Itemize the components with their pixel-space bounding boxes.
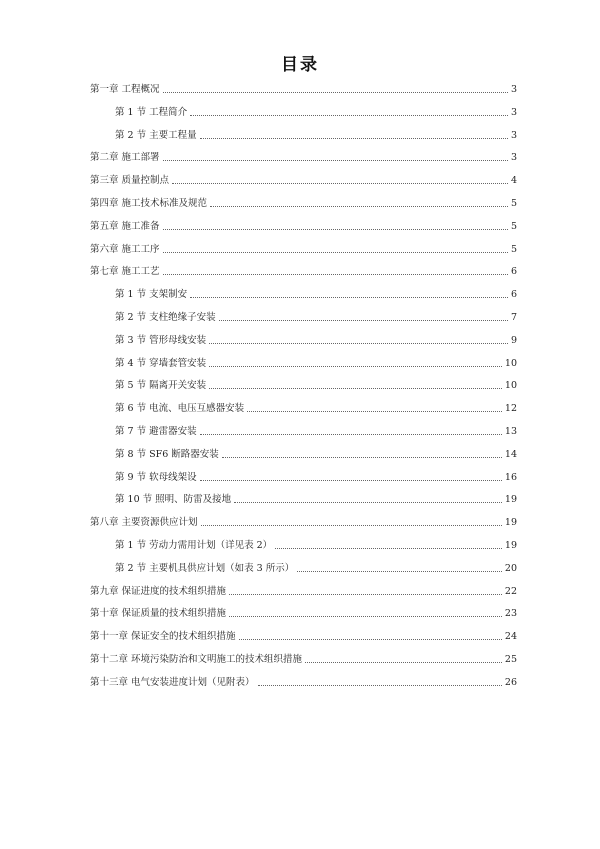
toc-chapter-entry[interactable]: [90, 80, 517, 96]
toc-entry-label: 第七章 施工工艺: [90, 266, 160, 278]
dot-leader: [209, 342, 508, 344]
toc-section-entry[interactable]: [115, 490, 517, 506]
toc-section-entry[interactable]: [115, 331, 517, 347]
toc-page-number: 13: [504, 426, 517, 437]
dot-leader: [163, 159, 508, 161]
toc-page-number: 7: [510, 312, 517, 323]
dot-leader: [190, 114, 508, 116]
dot-leader: [209, 365, 502, 367]
toc-page-number: 6: [510, 266, 517, 278]
toc-entry-label: 第十一章 保证安全的技术组织措施: [90, 631, 236, 643]
toc-entry-label: 第 10 节 照明、防雷及接地: [115, 494, 232, 506]
toc-page-number: 19: [504, 517, 517, 529]
toc-entry-label: 第八章 主要资源供应计划: [90, 517, 198, 529]
toc-entry-label: 第 2 节 主要工程量: [115, 129, 197, 141]
dot-leader: [200, 137, 508, 139]
toc-section-entry[interactable]: [115, 399, 517, 415]
toc-page-number: 19: [504, 494, 517, 506]
toc-entry-label: 第 3 节 管形母线安装: [115, 334, 207, 346]
dot-leader: [200, 479, 502, 481]
toc-page-number: 12: [504, 403, 517, 415]
toc-entry-label: 第 2 节 主要机具供应计划（如表 3 所示）: [115, 562, 295, 574]
dot-leader: [258, 684, 502, 686]
dot-leader: [163, 228, 508, 230]
toc-chapter-entry[interactable]: [90, 148, 517, 164]
toc-page-number: 10: [504, 357, 517, 369]
dot-leader: [229, 615, 502, 617]
toc-page-number: 3: [510, 152, 517, 164]
toc-entry-label: 第 5 节 隔离开关安装: [115, 380, 207, 392]
toc-entry-label: 第 9 节 软母线架设: [115, 471, 197, 483]
toc-entry-label: 第 8 节 SF6 断路器安装: [115, 448, 219, 460]
toc-entry-label: 第 1 节 工程简介: [115, 106, 188, 118]
toc-chapter-entry[interactable]: [90, 171, 517, 187]
toc-entry-label: 第十三章 电气安装进度计划（见附表）: [90, 676, 255, 688]
dot-leader: [229, 593, 502, 595]
toc-entry-label: 第五章 施工准备: [90, 220, 160, 232]
toc-entry-label: 第 2 节 支柱绝缘子安装: [115, 312, 216, 323]
toc-section-entry[interactable]: [115, 308, 517, 324]
toc-page-number: 25: [504, 654, 517, 665]
toc-chapter-entry[interactable]: [90, 513, 517, 529]
dot-leader: [234, 501, 502, 503]
toc-page-number: 6: [510, 289, 517, 301]
dot-leader: [163, 273, 508, 275]
toc-chapter-entry[interactable]: [90, 262, 517, 278]
toc-section-entry[interactable]: [115, 468, 517, 484]
toc-entry-label: 第九章 保证进度的技术组织措施: [90, 585, 227, 597]
toc-chapter-entry[interactable]: [90, 582, 517, 598]
dot-leader: [219, 319, 508, 321]
toc-page-number: 16: [504, 471, 517, 483]
toc-entry-label: 第十二章 环境污染防治和文明施工的技术组织措施: [90, 654, 303, 665]
dot-leader: [190, 296, 508, 298]
dot-leader: [163, 91, 508, 93]
toc-section-entry[interactable]: [115, 559, 517, 575]
toc-page-number: 3: [510, 129, 517, 141]
dot-leader: [200, 433, 502, 435]
toc-chapter-entry[interactable]: [90, 650, 517, 666]
toc-page-number: 22: [504, 585, 517, 597]
toc-entry-label: 第一章 工程概况: [90, 84, 160, 95]
toc-entry-label: 第 6 节 电流、电压互感器安装: [115, 403, 245, 415]
dot-leader: [172, 182, 508, 184]
toc-chapter-entry[interactable]: [90, 627, 517, 643]
toc-chapter-entry[interactable]: [90, 604, 517, 620]
toc-section-entry[interactable]: [115, 285, 517, 301]
dot-leader: [297, 570, 502, 572]
toc-page-number: 3: [510, 84, 517, 95]
dot-leader: [305, 661, 502, 663]
toc-page-number: 5: [510, 198, 517, 209]
toc-page-number: 24: [504, 631, 517, 643]
toc-chapter-entry[interactable]: [90, 673, 517, 689]
dot-leader: [209, 387, 502, 389]
toc-chapter-entry[interactable]: [90, 217, 517, 233]
toc-page-number: 20: [504, 562, 517, 574]
toc-entry-label: 第 1 节 支架制安: [115, 289, 188, 301]
dot-leader: [222, 456, 502, 458]
toc-page-number: 19: [504, 540, 517, 551]
toc-entry-label: 第 4 节 穿墙套管安装: [115, 357, 207, 369]
toc-entry-label: 第十章 保证质量的技术组织措施: [90, 608, 227, 620]
toc-title: 目录: [281, 55, 319, 75]
toc-page-number: 4: [510, 175, 517, 187]
toc-entry-label: 第二章 施工部署: [90, 152, 160, 164]
toc-entry-label: 第三章 质量控制点: [90, 175, 170, 187]
toc-entry-label: 第四章 施工技术标准及规范: [90, 198, 208, 209]
toc-chapter-entry[interactable]: [90, 240, 517, 256]
toc-section-entry[interactable]: [115, 422, 517, 438]
toc-section-entry[interactable]: [115, 354, 517, 370]
dot-leader: [201, 524, 502, 526]
toc-entry-label: 第六章 施工工序: [90, 243, 160, 255]
toc-entry-label: 第 1 节 劳动力需用计划（详见表 2）: [115, 540, 273, 551]
toc-section-entry[interactable]: [115, 126, 517, 142]
toc-page-number: 5: [510, 243, 517, 255]
dot-leader: [239, 638, 502, 640]
dot-leader: [163, 251, 508, 253]
dot-leader: [247, 410, 502, 412]
toc-page-number: 10: [504, 380, 517, 392]
toc-section-entry[interactable]: [115, 445, 517, 461]
toc-chapter-entry[interactable]: [90, 194, 517, 210]
toc-entry-label: 第 7 节 避雷器安装: [115, 426, 197, 437]
toc-section-entry[interactable]: [115, 536, 517, 552]
toc-page-number: 23: [504, 608, 517, 620]
toc-page-number: 3: [510, 106, 517, 118]
toc-page-number: 14: [504, 448, 517, 460]
dot-leader: [210, 205, 508, 207]
dot-leader: [275, 547, 502, 549]
toc-section-entry[interactable]: [115, 376, 517, 392]
toc-page-number: 5: [510, 220, 517, 232]
toc-page-number: 26: [504, 676, 517, 688]
toc-page-number: 9: [510, 334, 517, 346]
toc-section-entry[interactable]: [115, 103, 517, 119]
